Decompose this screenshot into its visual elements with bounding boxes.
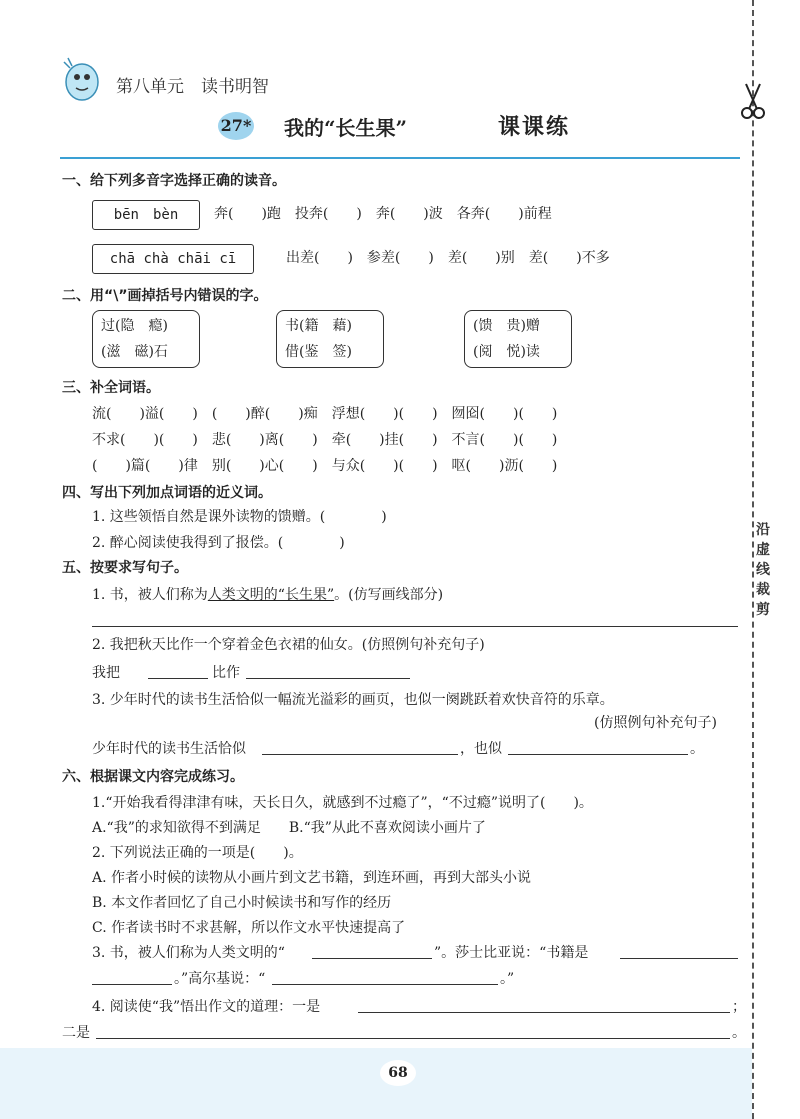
cut-instruction: 沿 虚 线 裁 剪: [756, 522, 770, 618]
answer-line[interactable]: [92, 626, 738, 627]
choice-3b: (阅 悦)读: [473, 344, 540, 360]
choice-2b: 借(鉴 签): [285, 344, 352, 360]
s5-q1-underlined: 人类文明的“长生果”: [207, 587, 335, 603]
s5-question-1: 1. 书，被人们称为人类文明的“长生果”。(仿写画线部分): [92, 587, 444, 603]
brand-title: 课课练: [498, 114, 571, 140]
answer-line[interactable]: [620, 958, 738, 959]
page-number: 68: [380, 1060, 416, 1086]
s6-q4-text-b: 二是: [62, 1025, 90, 1041]
choice-box-2: [276, 310, 384, 368]
section-3-title: 三、补全词语。: [62, 380, 160, 396]
lesson-number-badge: 27*: [218, 112, 254, 140]
s6-q3-text-a: 3. 书，被人们称为人类文明的“: [92, 945, 285, 961]
s1-row-ben: 奔( )跑 投奔( ) 奔( )波 各奔( )前程: [214, 206, 552, 222]
answer-line[interactable]: [148, 678, 208, 679]
s6-question-2: 2. 下列说法正确的一项是( )。: [92, 845, 303, 861]
choice-box-1: [92, 310, 200, 368]
s4-question-2: 2. 醉心阅读使我得到了报偿。( ): [92, 535, 345, 551]
s6-q2-option-c: C. 作者读书时不求甚解，所以作文水平快速提高了: [92, 920, 406, 936]
s6-q4-end: 。: [732, 1025, 746, 1041]
section-4-title: 四、写出下列加点词语的近义词。: [62, 485, 272, 501]
s3-row-3: ( )篇( )律 别( )心( ) 与众( )( ) 呕( )沥( ): [92, 458, 558, 474]
choice-1a: 过(隐 瘾): [101, 318, 168, 334]
mascot-icon: [56, 52, 106, 104]
s6-q1-options: A.“我”的求知欲得不到满足 B.“我”从此不喜欢阅读小画片了: [92, 820, 486, 836]
section-1-title: 一、给下列多音字选择正确的读音。: [62, 173, 286, 189]
s5-q3-text-b: ，也似: [460, 741, 502, 757]
s3-row-1: 流( )溢( ) ( )醉( )痴 浮想( )( ) 囫囵( )( ): [92, 406, 558, 422]
scissors-icon: [738, 80, 768, 120]
s5-q3-note: (仿照例句补充句子): [594, 715, 717, 731]
lesson-title: 我的“长生果”: [284, 116, 408, 140]
s5-q2-text-a: 我把: [92, 665, 120, 681]
pinyin-box-cha: chā chà chāi cī: [92, 244, 254, 274]
s5-q2-text-b: 比作: [212, 665, 240, 681]
s6-q3-text-c: 。”高尔基说：“: [174, 971, 266, 987]
s5-q3-end: 。: [690, 741, 704, 757]
s4-question-1: 1. 这些领悟自然是课外读物的馈赠。( ): [92, 509, 387, 525]
bottom-band: [0, 1048, 752, 1119]
section-2-title: 二、用“\”画掉括号内错误的字。: [62, 288, 268, 304]
answer-line[interactable]: [358, 1012, 730, 1013]
answer-line[interactable]: [246, 678, 410, 679]
choice-box-3: [464, 310, 572, 368]
answer-line[interactable]: [92, 984, 172, 985]
answer-line[interactable]: [272, 984, 498, 985]
s6-q3-text-d: 。”: [500, 971, 515, 987]
s1-row-cha: 出差( ) 参差( ) 差( )别 差( )不多: [286, 250, 610, 266]
choice-2a: 书(籍 藉): [285, 318, 352, 334]
header-rule: [60, 157, 740, 159]
s6-q2-option-b: B. 本文作者回忆了自己小时候读书和写作的经历: [92, 895, 392, 911]
s3-row-2: 不求( )( ) 悲( )离( ) 牵( )挂( ) 不言( )( ): [92, 432, 558, 448]
s5-q3-text-a: 少年时代的读书生活恰似: [92, 741, 246, 757]
unit-heading: 第八单元 读书明智: [116, 77, 269, 97]
s6-q2-option-a: A. 作者小时候的读物从小画片到文艺书籍，到连环画，再到大部头小说: [92, 870, 532, 886]
s5-question-2: 2. 我把秋天比作一个穿着金色衣裙的仙女。(仿照例句补充句子): [92, 637, 485, 653]
pinyin-box-ben: bēn bèn: [92, 200, 200, 230]
choice-3a: (馈 贵)赠: [473, 318, 540, 334]
answer-line[interactable]: [96, 1038, 730, 1039]
section-5-title: 五、按要求写句子。: [62, 560, 188, 576]
s6-question-1: 1.“开始我看得津津有味，天长日久，就感到不过瘾了”，“不过瘾”说明了( )。: [92, 795, 593, 811]
choice-1b: (滋 磁)石: [101, 344, 168, 360]
s5-question-3: 3. 少年时代的读书生活恰似一幅流光溢彩的画页，也似一阕跳跃着欢快音符的乐章。: [92, 692, 614, 708]
s6-q4-semicolon: ；: [732, 999, 746, 1015]
section-6-title: 六、根据课文内容完成练习。: [62, 769, 244, 785]
answer-line[interactable]: [508, 754, 688, 755]
answer-line[interactable]: [312, 958, 432, 959]
s6-q3-text-b: ”。莎士比亚说：“书籍是: [434, 945, 589, 961]
s6-q4-text-a: 4. 阅读使“我”悟出作文的道理：一是: [92, 999, 321, 1015]
answer-line[interactable]: [262, 754, 458, 755]
cut-line: [752, 0, 754, 1119]
